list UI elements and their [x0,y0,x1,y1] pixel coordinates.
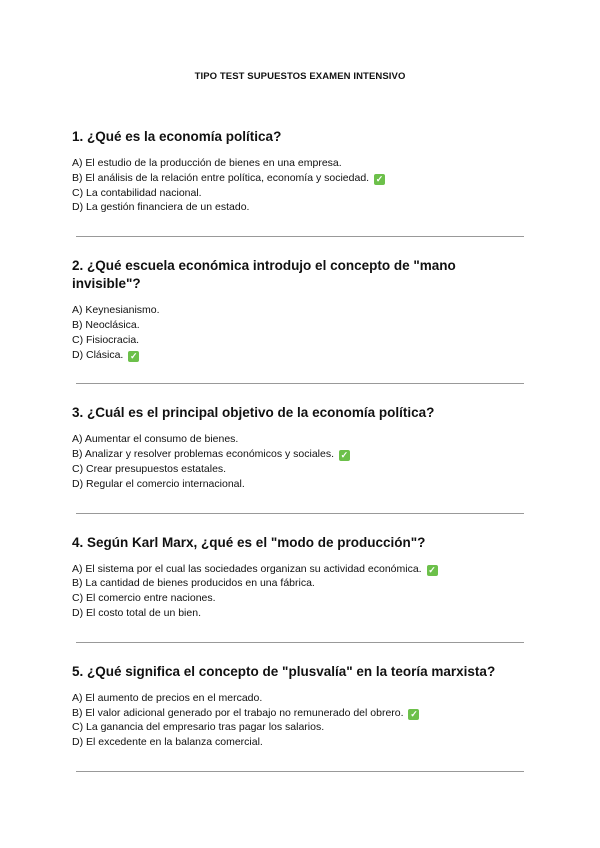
question-heading: 5. ¿Qué significa el concepto de "plusvalía" en la teoría marxista? [72,663,496,679]
check-mark-icon: ✓ [129,350,138,361]
answer-option-text: A) El aumento de precios en el mercado. [72,691,263,704]
option-list [72,691,528,750]
divider [76,513,524,514]
answer-option-text: B) El valor adicional generado por el trabajo no remunerado del obrero. [72,706,404,719]
answer-option-text: B) La cantidad de bienes producidos en una fábrica. [72,577,315,590]
answer-option-text: A) Keynesianismo. [72,304,160,317]
question-block [72,534,528,621]
answer-option [72,348,528,363]
answer-option-text: D) El costo total de un bien. [72,606,201,619]
answer-option [72,691,528,706]
answer-option [72,706,528,721]
question-block [72,404,528,491]
question-list [0,83,528,772]
question-block [72,128,528,215]
option-list [72,303,528,362]
answer-option-text: B) El análisis de la relación entre política, economía y sociedad. [72,171,370,184]
check-mark-icon: ✓ [428,564,436,575]
answer-option-text: B) Analizar y resolver problemas económicos y sociales. [72,448,335,461]
divider [76,771,524,772]
question-heading: 3. ¿Cuál es el principal objetivo de la economía política? [72,405,435,421]
answer-option-text: D) Regular el comercio internacional. [72,477,245,490]
answer-option [72,576,528,591]
answer-option-text: A) El estudio de la producción de bienes en una empresa. [72,157,342,169]
answer-option-text: C) Crear presupuestos estatales. [72,462,227,475]
answer-option [72,462,528,477]
answer-option [72,200,528,215]
divider [76,236,524,237]
divider [76,383,524,384]
answer-option-text: A) Aumentar el consumo de bienes. [72,433,239,446]
answer-option-text: C) La contabilidad nacional. [72,186,202,199]
answer-option-text: D) La gestión financiera de un estado. [72,201,250,214]
question-heading: 1. ¿Qué es la economía política? [72,129,282,144]
answer-option-text: D) El excedente en la balanza comercial. [72,736,263,749]
check-mark-icon: ✓ [375,173,384,184]
answer-option-text: B) Neoclásica. [72,318,140,331]
answer-option [72,318,528,333]
answer-option [72,562,528,577]
answer-option [72,171,528,186]
check-mark-icon: ✓ [340,450,349,461]
answer-option [72,720,528,735]
answer-option [72,186,528,201]
answer-option-text: C) La ganancia del empresario tras pagar los salarios. [72,721,325,734]
answer-option [72,477,528,492]
answer-option [72,447,528,462]
check-mark-icon: ✓ [410,708,418,719]
answer-option [72,735,528,750]
answer-option [72,432,528,447]
question-block [72,257,528,362]
answer-option [72,333,528,348]
answer-option-text: A) El sistema por el cual las sociedades organizan su actividad económica. [72,562,422,575]
answer-option-text: C) El comercio entre naciones. [72,592,216,605]
question-block [72,663,528,750]
answer-option-text: D) Clásica. [72,348,124,361]
option-list [72,432,528,491]
question-heading: 4. Según Karl Marx, ¿qué es el "modo de producción"? [72,534,426,550]
divider [76,642,524,643]
answer-option [72,303,528,318]
option-list [72,156,528,215]
answer-option [72,606,528,621]
option-list [72,562,528,621]
document-title: TIPO TEST SUPUESTOS EXAMEN INTENSIVO [194,71,406,82]
answer-option-text: C) Fisiocracia. [72,333,140,346]
question-heading: 2. ¿Qué escuela económica introdujo el concepto de "mano invisible"? [72,258,456,292]
answer-option [72,591,528,606]
answer-option [72,156,528,171]
